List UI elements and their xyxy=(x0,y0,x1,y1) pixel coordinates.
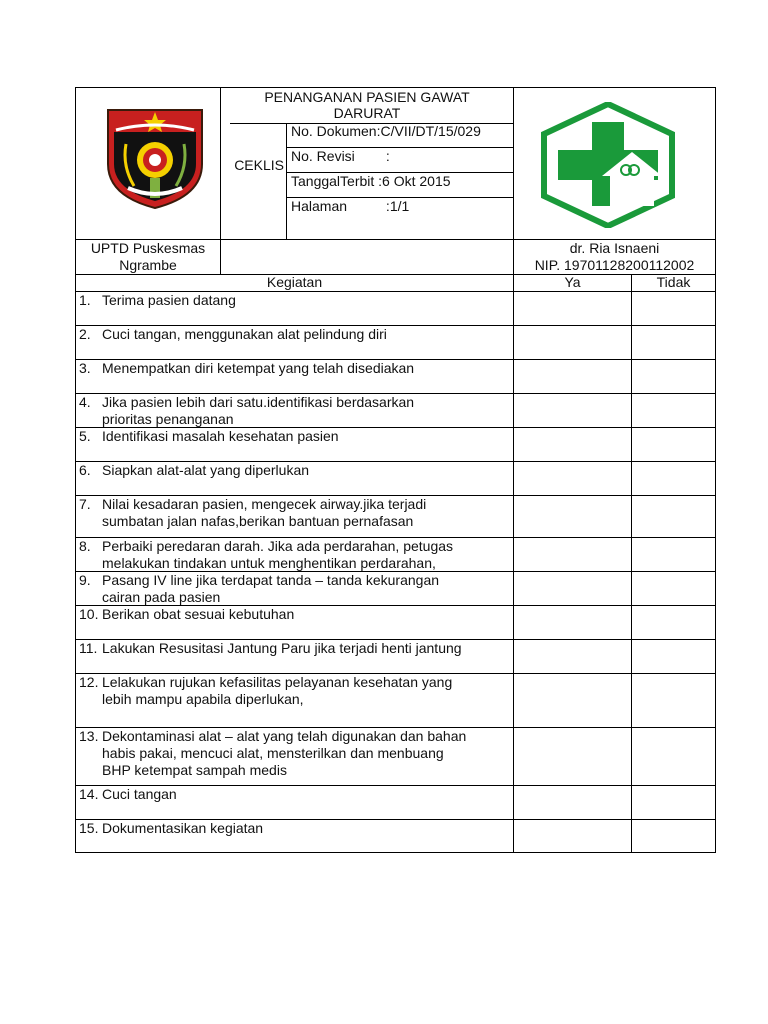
checklist-item-number: 7. xyxy=(79,496,91,512)
checklist-item-number: 14. xyxy=(79,786,99,802)
document-title-line2: DARURAT xyxy=(333,105,401,121)
checkbox-tidak[interactable] xyxy=(632,606,715,639)
checkbox-tidak[interactable] xyxy=(632,820,715,852)
checklist-item-text: Jika pasien lebih dari satu.identifikasi berdasarkan xyxy=(102,394,415,410)
checklist-item-number: 11. xyxy=(79,640,98,656)
checkbox-ya[interactable] xyxy=(514,640,631,673)
checkbox-ya[interactable] xyxy=(514,572,631,605)
checkbox-ya[interactable] xyxy=(514,674,631,727)
organisation-name-line2: Ngrambe xyxy=(119,257,177,273)
column-header-ya: Ya xyxy=(564,274,581,290)
checkbox-tidak[interactable] xyxy=(632,786,715,819)
checkbox-ya[interactable] xyxy=(514,606,631,639)
checkbox-ya[interactable] xyxy=(514,728,631,785)
checklist-item-text: habis pakai, mencuci alat, mensterilkan dan menbuang xyxy=(102,745,444,761)
checklist-item-text: Lakukan Resusitasi Jantung Paru jika terjadi henti jantung xyxy=(102,640,462,656)
checkbox-ya[interactable] xyxy=(514,820,631,852)
checkbox-ya[interactable] xyxy=(514,462,631,495)
checklist-item-number: 8. xyxy=(79,538,91,554)
signatory-name: dr. Ria Isnaeni xyxy=(569,240,660,256)
table-border-top xyxy=(75,87,716,88)
checklist-item-number: 5. xyxy=(79,428,91,444)
checklist-item-text: melakukan tindakan untuk menghentikan perdarahan, xyxy=(102,555,436,571)
checklist-item-text: Cuci tangan xyxy=(102,786,177,802)
checkbox-tidak[interactable] xyxy=(632,728,715,785)
table-border-right xyxy=(715,87,716,853)
checkbox-ya[interactable] xyxy=(514,496,631,537)
signatory-nip: NIP. 19701128200112002 xyxy=(534,257,695,273)
table-border-left xyxy=(75,87,76,853)
column-header-kegiatan: Kegiatan xyxy=(266,274,323,290)
checkbox-ya[interactable] xyxy=(514,394,631,427)
checkbox-tidak[interactable] xyxy=(632,462,715,495)
puskesmas-logo xyxy=(540,102,676,228)
checklist-item-text: Siapkan alat-alat yang diperlukan xyxy=(102,462,310,478)
checklist-item-text: Menempatkan diri ketempat yang telah disediakan xyxy=(102,360,415,376)
checklist-item-text: Dokumentasikan kegiatan xyxy=(102,820,264,836)
checklist-item-text: Terima pasien datang xyxy=(102,292,236,308)
checklist-item-number: 10. xyxy=(79,606,99,622)
issue-date: TanggalTerbit :6 Okt 2015 xyxy=(291,173,451,189)
checkbox-ya[interactable] xyxy=(514,360,631,393)
checkbox-tidak[interactable] xyxy=(632,292,715,325)
checklist-item-number: 12. xyxy=(79,674,99,690)
document-type-label: CEKLIS xyxy=(234,157,284,173)
checkbox-tidak[interactable] xyxy=(632,538,715,571)
checkbox-ya[interactable] xyxy=(514,786,631,819)
checklist-item-text: lebih mampu apabila diperlukan, xyxy=(102,691,304,707)
checkbox-tidak[interactable] xyxy=(632,572,715,605)
document-number: No. Dokumen:C/VII/DT/15/029 xyxy=(291,123,481,139)
page-count: Halaman :1/1 xyxy=(291,198,410,214)
checkbox-tidak[interactable] xyxy=(632,496,715,537)
regency-crest-logo xyxy=(104,104,206,210)
organisation-name-line1: UPTD Puskesmas xyxy=(90,240,206,256)
checklist-item-number: 13. xyxy=(79,728,99,744)
checklist-item-number: 3. xyxy=(79,360,91,376)
checkbox-ya[interactable] xyxy=(514,428,631,461)
table-border-bottom xyxy=(75,852,716,853)
checkbox-tidak[interactable] xyxy=(632,674,715,727)
checklist-item-number: 9. xyxy=(79,572,91,588)
document-title-line1: PENANGANAN PASIEN GAWAT xyxy=(264,89,470,105)
column-header-tidak: Tidak xyxy=(656,274,691,290)
checklist-item-text: Identifikasi masalah kesehatan pasien xyxy=(102,428,339,444)
checklist-item-text: BHP ketempat sampah medis xyxy=(102,762,287,778)
checklist-item-number: 15. xyxy=(79,820,99,836)
header-divider-info xyxy=(286,123,287,239)
checkbox-tidak[interactable] xyxy=(632,640,715,673)
checkbox-tidak[interactable] xyxy=(632,428,715,461)
checklist-item-text: Cuci tangan, menggunakan alat pelindung diri xyxy=(102,326,387,342)
header-divider-left-logo xyxy=(220,87,221,275)
checklist-item-number: 4. xyxy=(79,394,91,410)
checkbox-ya[interactable] xyxy=(514,326,631,359)
checklist-item-text: Berikan obat sesuai kebutuhan xyxy=(102,606,295,622)
checklist-item-text: prioritas penanganan xyxy=(102,411,234,427)
checklist-item-text: cairan pada pasien xyxy=(102,589,221,605)
checklist-item-text: Lelakukan rujukan kefasilitas pelayanan kesehatan yang xyxy=(102,674,453,690)
checkbox-ya[interactable] xyxy=(514,538,631,571)
checklist-item-text: sumbatan jalan nafas,berikan bantuan pernafasan xyxy=(102,513,414,529)
revision-number: No. Revisi : xyxy=(291,148,390,164)
checkbox-tidak[interactable] xyxy=(632,394,715,427)
checklist-item-text: Dekontaminasi alat – alat yang telah digunakan dan bahan xyxy=(102,728,467,744)
checklist-item-text: Pasang IV line jika terdapat tanda – tanda kekurangan xyxy=(102,572,440,588)
checkbox-tidak[interactable] xyxy=(632,360,715,393)
checklist-item-text: Nilai kesadaran pasien, mengecek airway.jika terjadi xyxy=(102,496,427,512)
checklist-item-number: 6. xyxy=(79,462,91,478)
checkbox-tidak[interactable] xyxy=(632,326,715,359)
checkbox-ya[interactable] xyxy=(514,292,631,325)
checklist-item-number: 2. xyxy=(79,326,91,342)
checklist-item-number: 1. xyxy=(79,292,91,308)
checklist-item-text: Perbaiki peredaran darah. Jika ada perdarahan, petugas xyxy=(102,538,454,554)
